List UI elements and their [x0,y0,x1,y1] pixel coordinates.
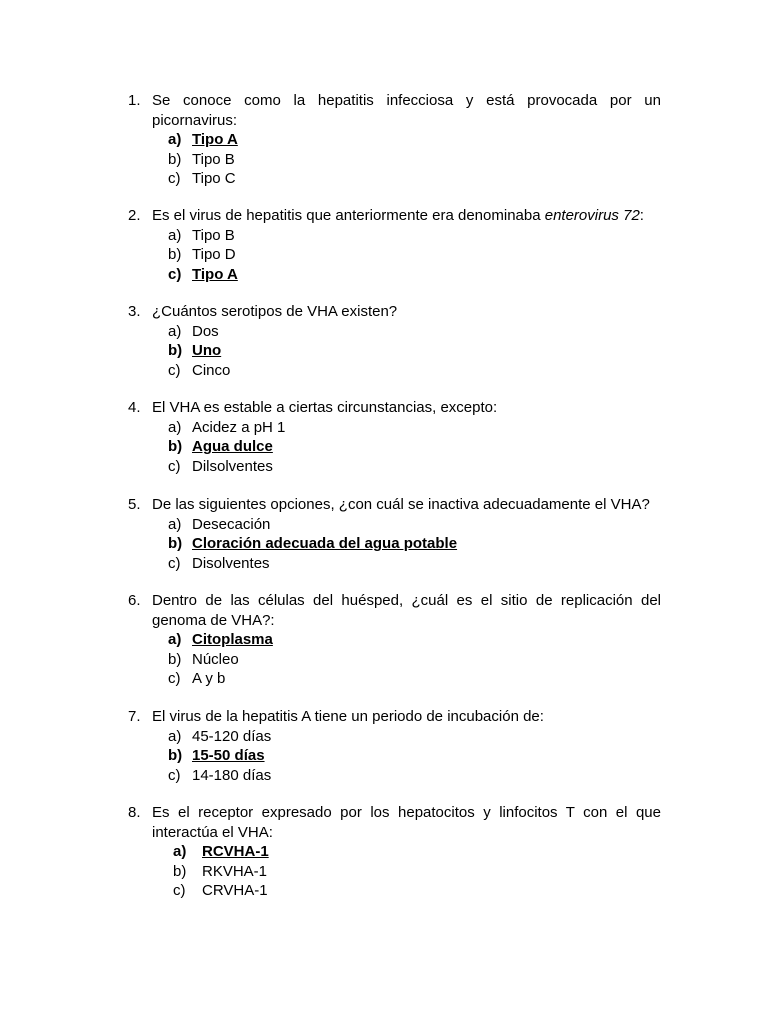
option-text: Núcleo [192,650,239,668]
option-b [168,245,661,265]
option-c [168,669,661,689]
option-text: Tipo B [192,226,235,244]
option-letter: c) [168,265,182,283]
option-text: Cinco [192,361,231,379]
option-a [168,418,661,438]
option-b [168,437,661,457]
option-letter: a) [168,226,182,244]
option-letter: c) [168,457,181,475]
option-text: Disolventes [192,554,270,572]
option-letter: a) [168,727,182,745]
question-text: Dentro de las células del huésped, ¿cuál es el sitio de replicación del genoma de VHA?: [152,592,661,629]
question-1 [128,91,661,189]
option-letter: b) [168,535,183,552]
option-letter: b) [168,747,183,764]
question-7 [128,707,661,785]
option-letter: c) [168,670,181,687]
question-2 [128,206,661,284]
option-b [168,150,661,170]
option-b [168,341,661,361]
option-letter: a) [168,131,182,148]
option-a [168,226,661,246]
option-text: Desecación [192,515,271,533]
options-list [168,226,661,285]
option-c [168,766,661,786]
option-letter: c) [168,170,181,187]
option-text: RCVHA-1 [202,843,269,860]
option-text: CRVHA-1 [202,882,268,899]
option-a [168,630,661,650]
option-text: Tipo B [192,150,235,168]
option-c [168,554,661,574]
option-text: RKVHA-1 [202,862,268,880]
option-c [168,457,661,477]
option-letter: b) [168,246,182,263]
option-text: 15-50 días [192,747,265,764]
question-number: 3. [128,303,141,320]
option-letter: b) [168,342,183,359]
option-letter: c) [173,882,186,899]
question-text: ¿Cuántos serotipos de VHA existen? [152,303,398,320]
option-text: Tipo A [192,131,238,148]
question-number: 2. [128,207,141,224]
options-list [168,630,661,689]
option-text: A y b [192,670,226,687]
question-number: 7. [128,708,141,725]
question-text-part: Es el virus de hepatitis que anteriormente era denominaba [152,207,545,224]
options-list [168,418,661,477]
option-text: Tipo C [192,170,236,187]
option-letter: a) [168,418,182,436]
question-number: 1. [128,92,141,109]
option-text: Cloración adecuada del agua potable [192,535,458,552]
option-c [173,881,661,901]
options-list [168,322,661,381]
question-6 [128,591,661,689]
option-a [173,842,661,862]
option-text: Dilsolventes [192,457,273,475]
options-list [168,515,661,574]
option-text: Uno [192,342,222,359]
option-text: Agua dulce [192,438,273,455]
options-list [168,727,661,786]
option-a [168,322,661,342]
option-letter: b) [173,862,187,880]
option-a [168,130,661,150]
question-text: El virus de la hepatitis A tiene un periodo de incubación de: [152,708,544,725]
question-text: Es el receptor expresado por los hepatocitos y linfocitos T con el que interactúa el VHA: [152,804,661,841]
option-letter: b) [168,650,182,668]
option-a [168,515,661,535]
option-letter: a) [168,631,182,648]
question-5 [128,495,661,573]
option-letter: a) [168,515,182,533]
option-text: Acidez a pH 1 [192,418,286,436]
option-text: Tipo A [192,265,238,283]
option-letter: a) [173,843,187,860]
question-4 [128,398,661,476]
question-number: 6. [128,592,141,609]
question-text: De las siguientes opciones, ¿con cuál se inactiva adecuadamente el VHA? [152,496,650,513]
question-text: Se conoce como la hepatitis infecciosa y está provocada por un picornavirus: [152,92,661,129]
option-letter: c) [168,766,181,784]
option-a [168,727,661,747]
options-list [168,130,661,189]
options-list [173,842,661,901]
option-b [168,534,661,554]
option-text: Citoplasma [192,631,273,648]
question-text: El VHA es estable a ciertas circunstancias, excepto: [152,399,498,416]
question-8 [128,803,661,901]
option-c [168,265,661,285]
question-number: 5. [128,496,141,513]
question-text-italic: enterovirus 72 [544,207,640,224]
option-b [168,746,661,766]
question-3 [128,302,661,380]
question-number: 4. [128,399,141,416]
option-text: 45-120 días [192,727,272,745]
option-c [168,169,661,189]
option-c [168,361,661,381]
question-text-part: : [639,207,644,224]
option-text: Dos [192,322,219,340]
question-text [152,206,661,226]
option-b [173,862,661,882]
option-letter: b) [168,150,182,168]
option-letter: c) [168,361,181,379]
option-text: 14-180 días [192,766,272,784]
option-b [168,650,661,670]
option-letter: b) [168,438,183,455]
option-text: Tipo D [192,246,236,263]
option-letter: c) [168,554,181,572]
question-number: 8. [128,804,141,821]
option-letter: a) [168,322,182,340]
